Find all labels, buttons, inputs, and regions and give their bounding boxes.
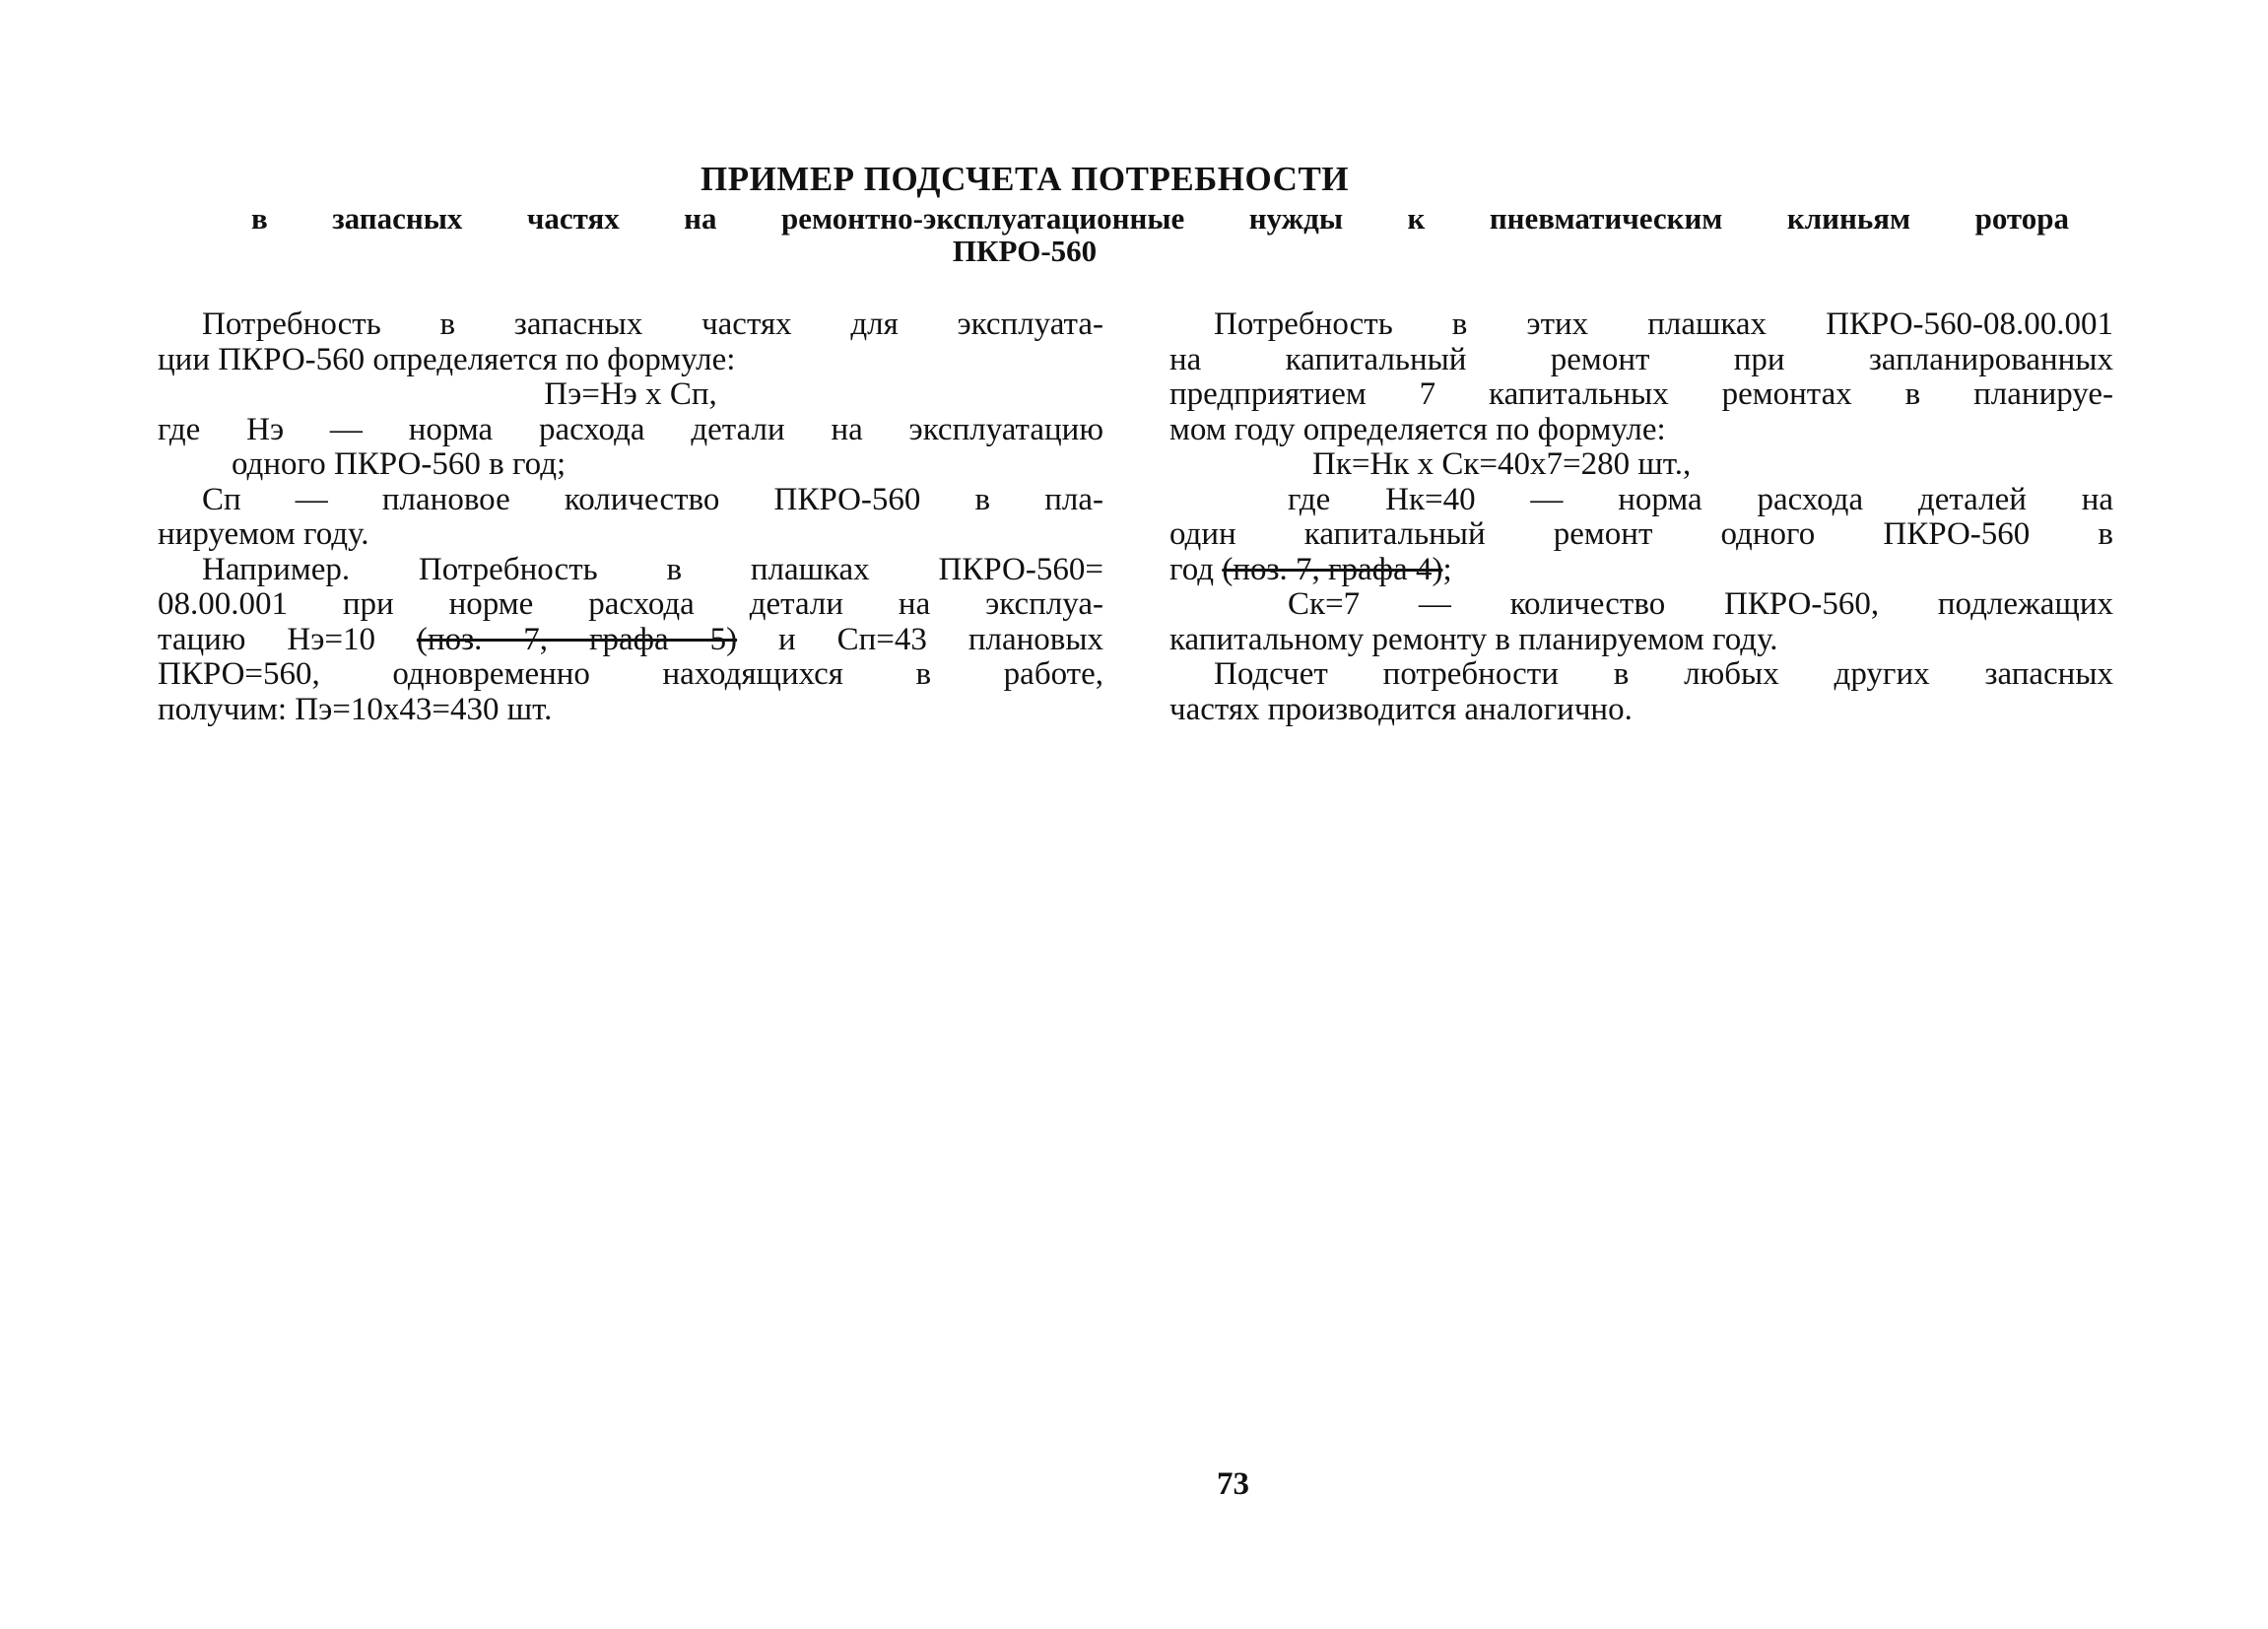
inline-text: и Сп=43 плановых (778, 621, 1104, 657)
paragraph-line: получим: Пэ=10х43=430 шт. (158, 691, 553, 727)
paragraph-line: Потребность в этих плашках ПКРО-560-08.00.001 (1214, 306, 2113, 342)
definition-line: Ск=7 — количество ПКРО-560, подлежащих (1288, 586, 2113, 622)
page-number: 73 (1217, 1466, 1249, 1502)
paragraph-line: 08.00.001 при норме расхода детали на эксплуа- (158, 586, 1103, 622)
right-column (1169, 307, 2113, 727)
inline-text: тацию Нэ=10 (158, 621, 375, 657)
paragraph-line: на капитальный ремонт при запланированных (1169, 341, 2113, 377)
definition-line: где Нэ — норма расхода детали на эксплуатацию (158, 411, 1103, 447)
paragraph-line: Потребность в запасных частях для эксплуата- (202, 306, 1103, 342)
paragraph-line: Подсчет потребности в любых других запасных (1214, 656, 2113, 692)
paragraph-line: ции ПКРО-560 определяется по формуле: (158, 341, 736, 377)
formula: Пк=Нк х Ск=40х7=280 шт., (1312, 446, 1692, 482)
paragraph-line: Например. Потребность в плашках ПКРО-560= (202, 551, 1103, 587)
definition-line: нируемом году. (158, 516, 369, 552)
struck-reference: (поз. 7, графа 4) (1222, 551, 1443, 587)
definition-line: Сп — плановое количество ПКРО-560 в пла- (202, 481, 1103, 517)
paragraph-line: ПКРО=560, одновременно находящихся в работе, (158, 656, 1103, 692)
left-column (158, 307, 1103, 727)
inline-text: ; (1442, 551, 1452, 587)
formula: Пэ=Нэ х Сп, (544, 376, 717, 412)
definition-line (1169, 553, 2113, 588)
definition-line: капитальному ремонту в планируемом году. (1169, 621, 1778, 657)
definition-line: один капитальный ремонт одного ПКРО-560 в (1169, 516, 2113, 552)
definition-line: где Нк=40 — норма расхода деталей на (1288, 481, 2113, 517)
struck-reference: (поз. 7, графа 5) (416, 621, 738, 657)
inline-text: год (1169, 551, 1215, 587)
paragraph-line: предприятием 7 капитальных ремонтах в планируе- (1169, 376, 2113, 412)
page-title: ПРИМЕР ПОДСЧЕТА ПОТРЕБНОСТИ (700, 160, 1350, 198)
definition-line: одного ПКРО-560 в год; (232, 446, 567, 482)
page-subtitle-model: ПКРО-560 (952, 234, 1098, 268)
paragraph-line (158, 623, 1103, 658)
page-subtitle: в запасных частях на ремонтно-эксплуатационные нужды к пневматическим клиньям ротора (251, 201, 2069, 236)
paragraph-line: мом году определяется по формуле: (1169, 411, 1666, 447)
paragraph-line: частях производится аналогично. (1169, 691, 1633, 727)
